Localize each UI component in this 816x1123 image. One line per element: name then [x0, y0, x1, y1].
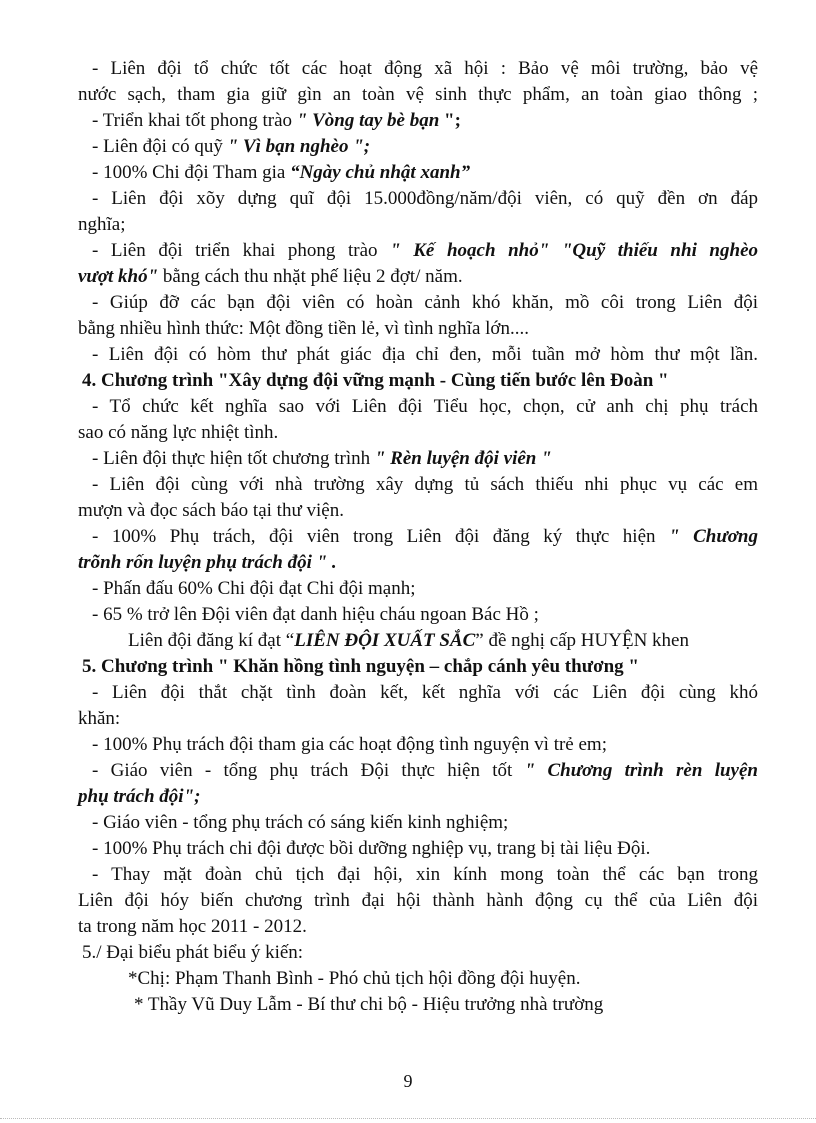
paragraph-line: - Giáo viên - tổng phụ trách Đội thực hiện tốt " Chương trình rèn luyện: [92, 760, 758, 781]
paragraph-line: - Giúp đỡ các bạn đội viên có hoàn cảnh khó khăn, mồ côi trong Liên đội: [92, 292, 758, 313]
emphasis-text: " Vì bạn nghèo ";: [227, 136, 371, 157]
paragraph-line: [78, 784, 758, 810]
paragraph-line: nước sạch, tham gia giữ gìn an toàn vệ sinh thực phẩm, an toàn giao thông ;: [78, 84, 758, 105]
paragraph-line: bằng nhiều hình thức: Một đồng tiền lẻ, vì tình nghĩa lớn....: [78, 318, 529, 339]
paragraph-line: - Liên đội thắt chặt tình đoàn kết, kết nghĩa với các Liên đội cùng khó: [92, 682, 758, 703]
emphasis-text: vượt khó": [78, 266, 159, 287]
section-heading: 5. Chương trình " Khăn hồng tình nguyện – chắp cánh yêu thương ": [82, 656, 639, 677]
emphasis-text: " Rèn luyện đội viên ": [374, 448, 552, 469]
paragraph-line: - Triển khai tốt phong trào " Vòng tay bè bạn ";: [92, 110, 461, 131]
paragraph-line: mượn và đọc sách báo tại thư viện.: [78, 500, 344, 521]
paragraph-line: - Liên đội xõy dựng quĩ đội 15.000đồng/năm/đội viên, có quỹ đền ơn đáp: [92, 188, 758, 209]
emphasis-text: phụ trách đội";: [78, 786, 201, 807]
paragraph-line: - Liên đội có hòm thư phát giác địa chỉ đen, mỗi tuần mở hòm thư một lần.: [92, 344, 758, 365]
emphasis-text: LIÊN ĐỘI XUẤT SẮC: [294, 630, 476, 651]
paragraph-line: sao có năng lực nhiệt tình.: [78, 422, 279, 443]
page-number: 9: [403, 1071, 413, 1091]
paragraph-line: - Tổ chức kết nghĩa sao với Liên đội Tiểu học, chọn, cử anh chị phụ trách: [92, 396, 758, 417]
paragraph-line: 5./ Đại biểu phát biểu ý kiến:: [82, 942, 304, 963]
paragraph-line: - 65 % trở lên Đội viên đạt danh hiệu cháu ngoan Bác Hồ ;: [92, 604, 539, 625]
paragraph-line: Liên đội hóy biến chương trình đại hội thành hành động cụ thể của Liên đội: [78, 890, 758, 911]
emphasis-text: " Chương trình rèn luyện: [524, 760, 758, 781]
paragraph-line: - Thay mặt đoàn chủ tịch đại hội, xin kính mong toàn thể các bạn trong: [92, 864, 758, 885]
paragraph-line: - Liên đội triển khai phong trào " Kế hoạch nhỏ" "Quỹ thiếu nhi nghèo: [92, 240, 758, 261]
paragraph-line: - Liên đội cùng với nhà trường xây dựng tủ sách thiếu nhi phục vụ các em: [92, 474, 758, 495]
document-body: [78, 56, 758, 1018]
paragraph-line: - Liên đội tổ chức tốt các hoạt động xã hội : Bảo vệ môi trường, bảo vệ: [92, 58, 758, 79]
section-heading: 4. Chương trình "Xây dựng đội vững mạnh - Cùng tiến bước lên Đoàn ": [82, 370, 669, 391]
paragraph-line: - 100% Phụ trách, đội viên trong Liên đội đăng ký thực hiện " Chương: [92, 526, 758, 547]
paragraph-line: ta trong năm học 2011 - 2012.: [78, 916, 307, 937]
paragraph-line: - 100% Chi đội Tham gia “Ngày chủ nhật xanh”: [92, 162, 471, 183]
paragraph-line: - 100% Phụ trách chi đội được bồi dưỡng nghiệp vụ, trang bị tài liệu Đội.: [92, 838, 651, 859]
paragraph-line: * Thầy Vũ Duy Lẫm - Bí thư chi bộ - Hiệu trưởng nhà trường: [134, 994, 604, 1015]
paragraph-line: vượt khó" bằng cách thu nhặt phế liệu 2 đợt/ năm.: [78, 266, 463, 287]
emphasis-text: " Kế hoạch nhỏ" "Quỹ thiếu nhi nghèo: [390, 240, 758, 261]
emphasis-text: trõnh rốn luyện phụ trách đội " .: [78, 552, 337, 573]
paragraph-line: [78, 550, 758, 576]
paragraph-line: - Liên đội thực hiện tốt chương trình " Rèn luyện đội viên ": [92, 448, 552, 469]
paragraph-line: nghĩa;: [78, 214, 126, 235]
paragraph-line: - Liên đội có quỹ " Vì bạn nghèo ";: [92, 136, 371, 157]
paragraph-line: Liên đội đăng kí đạt “LIÊN ĐỘI XUẤT SẮC” đề nghị cấp HUYỆN khen: [128, 630, 689, 651]
paragraph-line: *Chị: Phạm Thanh Bình - Phó chủ tịch hội đồng đội huyện.: [128, 968, 581, 989]
paragraph-line: khăn:: [78, 708, 121, 729]
paragraph-line: - Giáo viên - tổng phụ trách có sáng kiến kinh nghiệm;: [92, 812, 509, 833]
emphasis-text: " Chương: [669, 526, 758, 547]
paragraph-line: - Phấn đấu 60% Chi đội đạt Chi đội mạnh;: [92, 578, 416, 599]
bottom-divider: [0, 1118, 816, 1119]
emphasis-text: “Ngày chủ nhật xanh”: [290, 162, 471, 183]
emphasis-text: " Vòng tay bè bạn: [296, 110, 445, 131]
paragraph-line: - 100% Phụ trách đội tham gia các hoạt động tình nguyện vì trẻ em;: [92, 734, 607, 755]
